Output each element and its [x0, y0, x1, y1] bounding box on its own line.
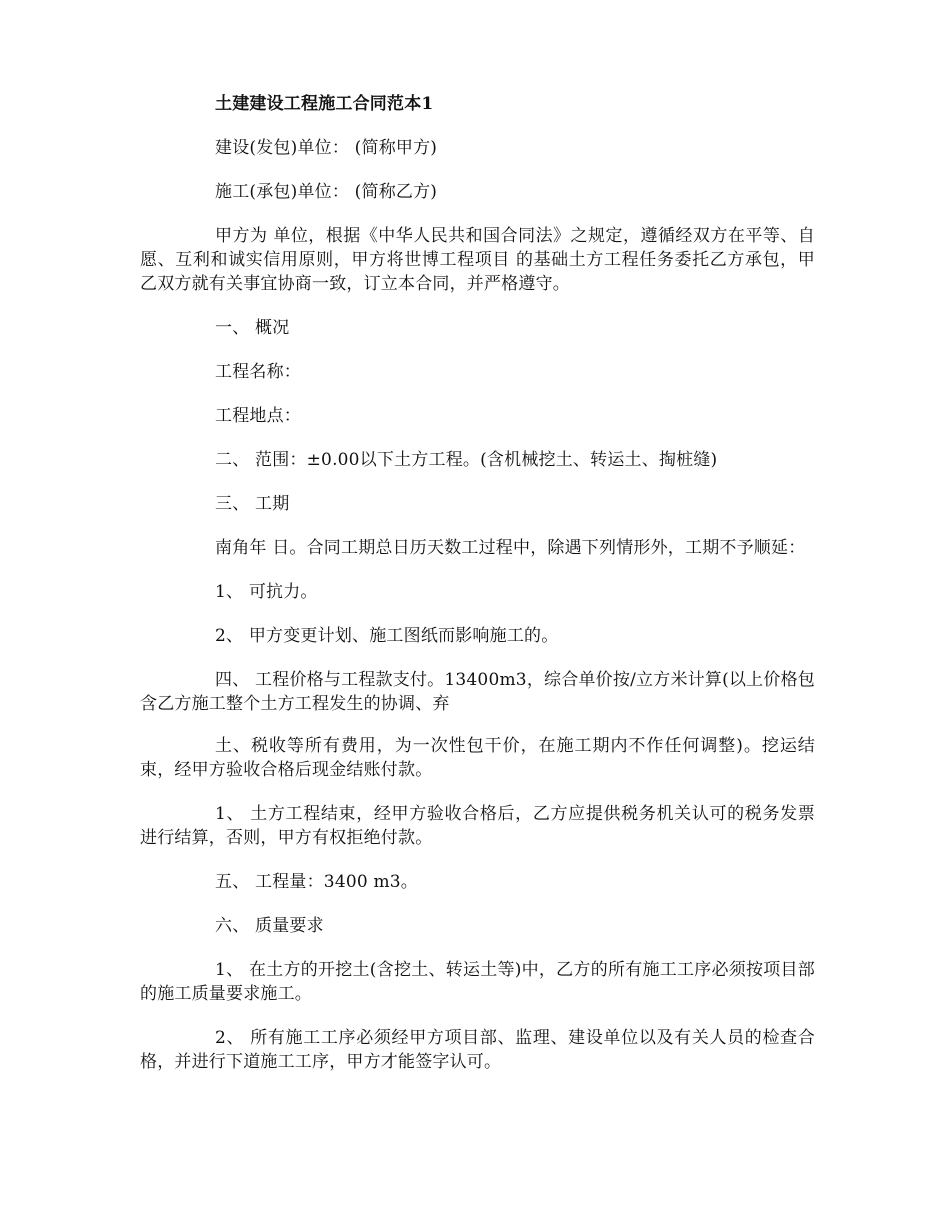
section-scope: 二、 范围：±0.00以下土方工程。(含机械挖土、转运土、掏桩缝) — [215, 450, 718, 470]
section-quantity: 五、 工程量：3400 m3。 — [215, 872, 419, 892]
quality-item-2: 2、 所有施工工序必须经甲方项目部、监理、建设单位以及有关人员的检查合格，并进行下道施工工序，甲方才能签字认可。 — [140, 1028, 815, 1072]
section-price-payment: 四、 工程价格与工程款支付。13400m3，综合单价按/立方米计算(以上价格包含乙方施工整个土方工程发生的协调、弃 — [140, 670, 815, 714]
quality-item-1: 1、 在土方的开挖土(含挖土、转运土等)中，乙方的所有施工工序必须按项目部的施工质量要求施工。 — [140, 960, 815, 1004]
duration-item-2: 2、 甲方变更计划、施工图纸而影响施工的。 — [215, 626, 559, 646]
contractor-line: 施工(承包)单位： (简称乙方) — [215, 182, 438, 202]
project-location-line: 工程地点： — [215, 406, 301, 426]
price-payment-continued: 土、税收等所有费用，为一次性包干价，在施工期内不作任何调整)。挖运结束，经甲方验收合格后现金结账付款。 — [140, 736, 815, 780]
preamble-paragraph: 甲方为 单位，根据《中华人民共和国合同法》之规定，遵循经双方在平等、自愿、互利和诚实信用原则，甲方将世博工程项目 的基础土方工程任务委托乙方承包，甲乙双方就有关事宜协商一致，订立本合同，并严格遵守。 — [140, 226, 815, 294]
section-quality-heading: 六、 质量要求 — [215, 916, 324, 936]
section-overview-heading: 一、 概况 — [215, 318, 290, 338]
duration-item-1: 1、 可抗力。 — [215, 582, 318, 602]
document-title: 土建建设工程施工合同范本1 — [215, 94, 434, 114]
project-name-line: 工程名称： — [215, 362, 301, 382]
payment-item-1: 1、 土方工程结束，经甲方验收合格后，乙方应提供税务机关认可的税务发票进行结算，否则，甲方有权拒绝付款。 — [140, 804, 815, 848]
duration-paragraph: 南角年 日。合同工期总日历天数工过程中，除遇下列情形外，工期不予顺延： — [215, 538, 806, 558]
employer-line: 建设(发包)单位： (简称甲方) — [215, 138, 438, 158]
section-duration-heading: 三、 工期 — [215, 494, 290, 514]
document-page — [140, 92, 815, 1094]
